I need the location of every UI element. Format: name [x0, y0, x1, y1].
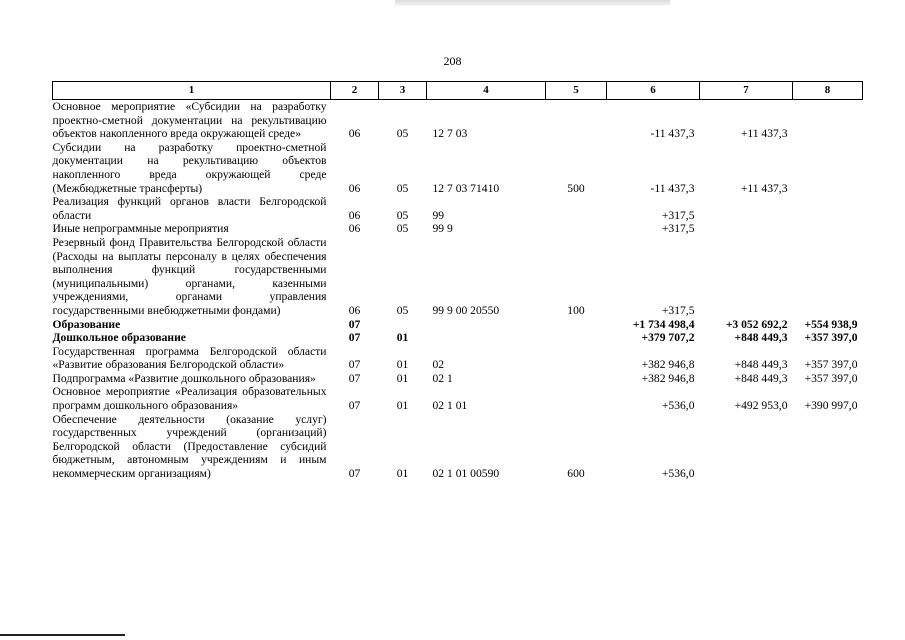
amount-col-8: +390 997,0 [804, 399, 858, 413]
amount-col-6: +317,5 [661, 208, 695, 222]
amount-col-8: +357 397,0 [804, 371, 858, 385]
amount-col-6: -11 437,3 [650, 181, 695, 195]
amount-col-8 [793, 222, 863, 236]
amount-col-7 [700, 236, 793, 318]
amount-col-7: +848 449,3 [734, 358, 788, 372]
column-header: 1 [53, 82, 331, 100]
amount-col-7: +848 449,3 [734, 331, 788, 345]
column-header: 8 [793, 82, 863, 100]
subsection-code: 01 [396, 331, 409, 345]
expense-type [546, 318, 607, 332]
table-row [53, 372, 863, 386]
subsection-code: 01 [396, 358, 409, 372]
target-article: 02 1 01 00590 [432, 467, 500, 481]
section-code: 06 [348, 181, 361, 195]
row-name: Образование [52, 317, 121, 331]
amount-col-6: +536,0 [661, 467, 695, 481]
subsection-code: 05 [396, 181, 409, 195]
section-code: 06 [348, 303, 361, 317]
expense-type [546, 222, 607, 236]
row-name: Дошкольное образование [52, 331, 186, 345]
amount-col-7: +492 953,0 [734, 399, 788, 413]
amount-col-6: +382 946,8 [641, 371, 695, 385]
expense-type [546, 100, 607, 141]
table-body [53, 100, 863, 481]
expense-type: 100 [567, 303, 585, 317]
table-row [53, 100, 863, 141]
amount-col-7: +11 437,3 [740, 181, 788, 195]
table-row [53, 222, 863, 236]
row-name: Государственная программа Белгородской области «Развитие образования Белгородской области» [52, 344, 327, 372]
expense-type [546, 345, 607, 372]
subsection-code: 05 [396, 208, 409, 222]
table-row [53, 195, 863, 222]
section-code: 07 [348, 467, 361, 481]
subsection-code: 05 [396, 303, 409, 317]
table-row [53, 331, 863, 345]
target-article: 02 [432, 358, 445, 372]
amount-col-7: +3 052 692,2 [725, 317, 788, 331]
expense-type [546, 385, 607, 412]
scan-artifact [395, 0, 670, 6]
section-code: 07 [348, 317, 361, 331]
amount-col-8: +554 938,9 [804, 317, 858, 331]
target-article: 12 7 03 71410 [432, 181, 500, 195]
section-code: 06 [348, 222, 361, 236]
amount-col-6: +317,5 [661, 222, 695, 236]
row-name: Основное мероприятие «Субсидии на разработку проектно-сметной документации на рекультивацию объектов накопленного вреда окружающей среде» [52, 100, 327, 141]
target-article: 02 1 [432, 371, 453, 385]
amount-col-8: +357 397,0 [804, 358, 858, 372]
target-article: 99 9 [432, 222, 453, 236]
amount-col-6: -11 437,3 [650, 127, 695, 141]
section-code: 07 [348, 358, 361, 372]
table-row [53, 385, 863, 412]
section-code: 06 [348, 208, 361, 222]
target-article: 99 9 00 20550 [432, 303, 500, 317]
row-name: Подпрограмма «Развитие дошкольного образования» [52, 371, 316, 385]
row-name: Реализация функций органов власти Белгородской области [52, 195, 327, 222]
table-header-row [53, 82, 863, 100]
subsection-code: 05 [396, 127, 409, 141]
column-header: 6 [607, 82, 700, 100]
amount-col-7 [700, 195, 793, 222]
table-row [53, 141, 863, 195]
amount-col-7 [700, 222, 793, 236]
subsection-code: 01 [396, 371, 409, 385]
scan-artifact [0, 634, 125, 636]
target-article: 02 1 01 [432, 399, 468, 413]
amount-col-6: +536,0 [661, 399, 695, 413]
table-row [53, 236, 863, 318]
target-article [427, 318, 546, 332]
subsection-code [379, 318, 427, 332]
row-name: Субсидии на разработку проектно-сметной документации на рекультивацию объектов накопленного вреда окружающей среде (Межбюджетные трансферты) [52, 140, 327, 195]
amount-col-8 [793, 100, 863, 141]
section-code: 07 [348, 371, 361, 385]
expense-type: 600 [567, 467, 585, 481]
row-name: Обеспечение деятельности (оказание услуг) государственных учреждений (организаций) Белгородской области (Предоставление субсидий бюджетным, автономным учреждениям и иным некоммерческим организациям) [52, 412, 327, 481]
row-name: Иные непрограммные мероприятия [52, 222, 229, 236]
amount-col-8 [793, 195, 863, 222]
section-code: 07 [348, 331, 361, 345]
column-header: 7 [700, 82, 793, 100]
column-header: 3 [379, 82, 427, 100]
expense-type [546, 372, 607, 386]
amount-col-6: +379 707,2 [641, 331, 695, 345]
amount-col-6: +382 946,8 [641, 358, 695, 372]
amount-col-6: +317,5 [661, 303, 695, 317]
column-header: 2 [331, 82, 379, 100]
table-row [53, 318, 863, 332]
table-row [53, 345, 863, 372]
amount-col-8: +357 397,0 [804, 331, 858, 345]
section-code: 07 [348, 399, 361, 413]
subsection-code: 01 [396, 399, 409, 413]
expense-type [546, 331, 607, 345]
column-header: 5 [546, 82, 607, 100]
amount-col-8 [793, 236, 863, 318]
section-code: 06 [348, 127, 361, 141]
expense-type: 500 [567, 181, 585, 195]
amount-col-7 [700, 413, 793, 481]
target-article: 99 [432, 208, 445, 222]
table-row [53, 413, 863, 481]
target-article: 12 7 03 [432, 127, 468, 141]
amount-col-8 [793, 413, 863, 481]
expense-type [546, 195, 607, 222]
subsection-code: 01 [396, 467, 409, 481]
column-header: 4 [427, 82, 546, 100]
subsection-code: 05 [396, 222, 409, 236]
budget-table [52, 81, 863, 481]
row-name: Основное мероприятие «Реализация образовательных программ дошкольного образования» [52, 385, 327, 413]
page-number: 208 [443, 54, 462, 68]
amount-col-8 [793, 141, 863, 195]
row-name: Резервный фонд Правительства Белгородской области (Расходы на выплаты персоналу в целях обеспечения выполнения функций государственными (муниципальными) органами, казенными учреждениями, органами управления государственными внебюджетными фондами) [52, 235, 327, 317]
amount-col-7: +11 437,3 [740, 127, 788, 141]
target-article [427, 331, 546, 345]
amount-col-7: +848 449,3 [734, 371, 788, 385]
amount-col-6: +1 734 498,4 [632, 317, 695, 331]
